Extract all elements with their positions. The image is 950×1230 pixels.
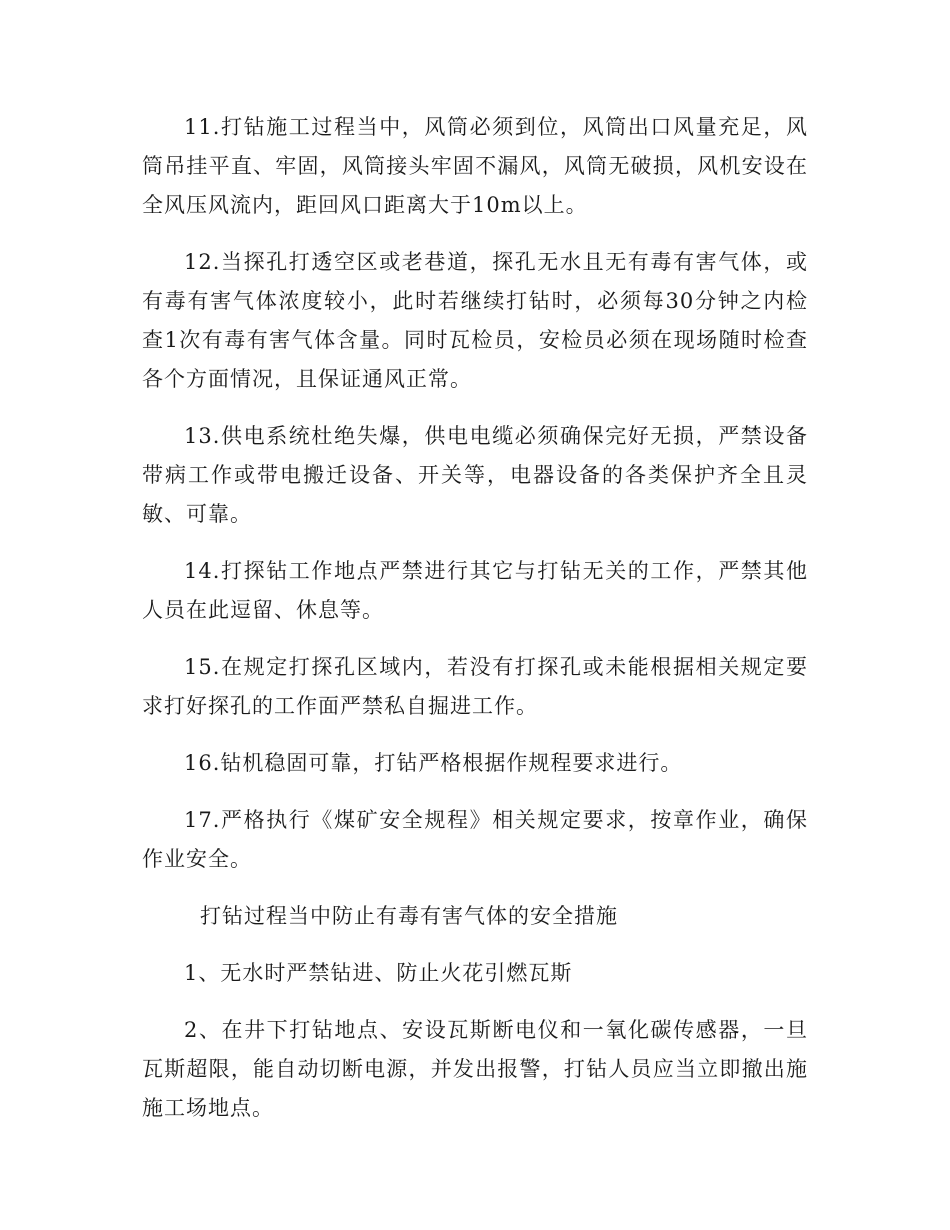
section-item-2: 2、在井下打钻地点、安设瓦斯断电仪和一氧化碳传感器，一旦瓦斯超限，能自动切断电源，并发出报警，打钻人员应当立即撤出施施工场地点。 — [142, 1018, 808, 1120]
paragraph-14: 14.打探钻工作地点严禁进行其它与打钻无关的工作，严禁其他人员在此逗留、休息等。 — [142, 559, 808, 622]
paragraph-13: 13.供电系统杜绝失爆，供电电缆必须确保完好无损，严禁设备带病工作或带电搬迁设备、开关等，电器设备的各类保护齐全且灵敏、可靠。 — [142, 424, 808, 526]
paragraph-16: 16.钻机稳固可靠，打钻严格根据作规程要求进行。 — [184, 751, 683, 775]
section-heading: 打钻过程当中防止有毒有害气体的安全措施 — [200, 904, 618, 928]
paragraph-12: 12.当探孔打透空区或老巷道，探孔无水且无有毒有害气体，或有毒有害气体浓度较小，此时若继续打钻时，必须每30分钟之内检查1次有毒有害气体含量。同时瓦检员，安检员必须在现场随时检查各个方面情况，且保证通风正常。 — [142, 250, 808, 391]
section-item-1: 1、无水时严禁钻进、防止火花引燃瓦斯 — [184, 961, 573, 985]
paragraph-15: 15.在规定打探孔区域内，若没有打探孔或未能根据相关规定要求打好探孔的工作面严禁私自掘进工作。 — [142, 655, 808, 718]
document-page — [142, 108, 808, 1146]
paragraph-17: 17.严格执行《煤矿安全规程》相关规定要求，按章作业，确保作业安全。 — [142, 808, 808, 871]
paragraph-11: 11.打钻施工过程当中，风筒必须到位，风筒出口风量充足，风筒吊挂平直、牢固，风筒接头牢固不漏风，风筒无破损，风机安设在全风压风流内，距回风口距离大于10m以上。 — [142, 115, 808, 217]
